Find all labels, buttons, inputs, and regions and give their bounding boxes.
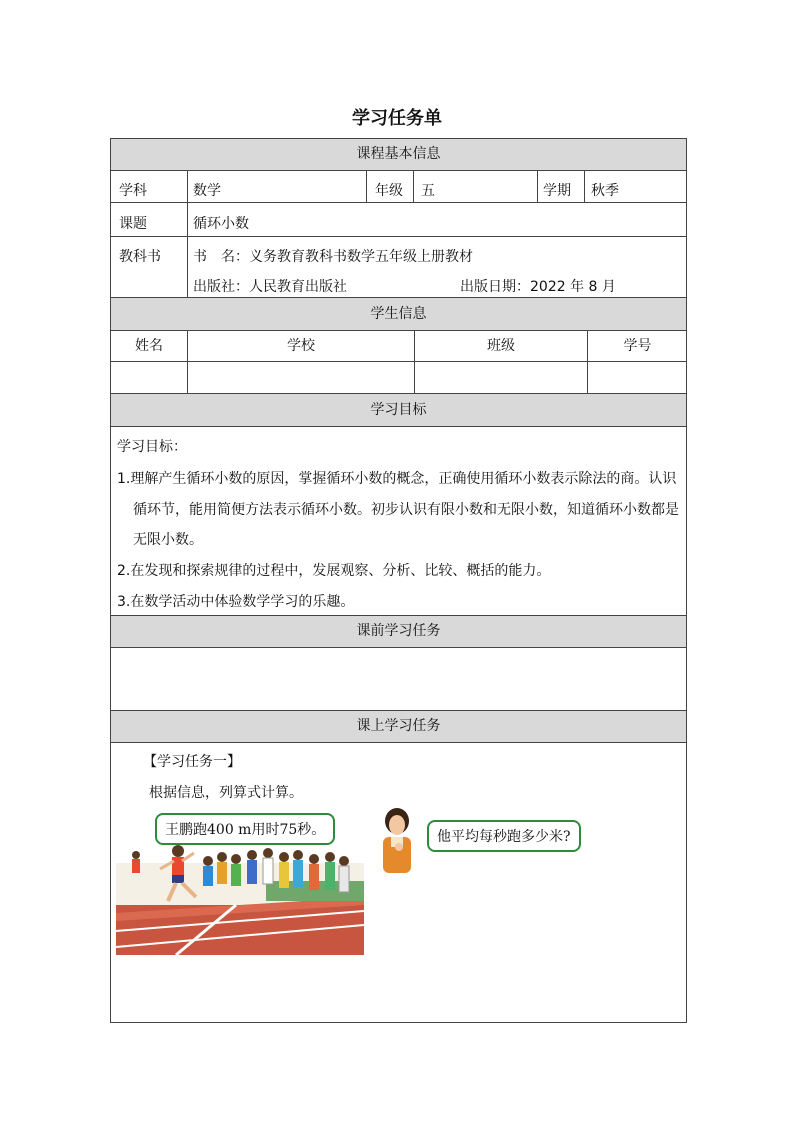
section-pre-class: 课前学习任务 [111,616,686,647]
goal-line: 循环节，能用简便方法表示循环小数。初步认识有限小数和无限小数，知道循环小数都是 [133,502,679,518]
student-name-header: 姓名 [135,338,163,354]
textbook-label: 教科书 [119,249,161,265]
section-basic-info: 课程基本信息 [111,139,686,170]
topic-value: 循环小数 [193,216,249,232]
student-id-header: 学号 [623,338,652,354]
section-student-info: 学生信息 [111,298,686,330]
term-value: 秋季 [591,183,619,199]
student-school-header: 学校 [287,338,315,354]
student-class-header: 班级 [487,338,515,354]
question-speech-bubble: 他平均每秒跑多少米? [427,820,581,852]
subject-label: 学科 [119,183,147,199]
task-sheet-table [110,138,687,1023]
topic-label: 课题 [119,216,147,232]
goal-line: 3.在数学活动中体验数学学习的乐趣。 [117,594,355,610]
goal-line: 无限小数。 [133,532,203,548]
pre-class-answer-area[interactable] [111,648,686,710]
student-class-field[interactable] [415,362,587,393]
student-id-field[interactable] [588,362,687,393]
section-in-class: 课上学习任务 [111,711,686,742]
student-name-field[interactable] [111,362,187,393]
term-label: 学期 [543,183,571,199]
goal-line: 1.理解产生循环小数的原因，掌握循环小数的概念，正确使用循环小数表示除法的商。认识 [117,471,677,487]
page-title: 学习任务单 [352,108,442,129]
publish-date: 出版日期：2022 年 8 月 [460,279,616,295]
info-speech-bubble: 王鹏跑400 m用时75秒。 [155,813,335,845]
grade-value: 五 [421,183,435,199]
task-instruction: 根据信息，列算式计算。 [149,785,303,801]
textbook-name: 书 名：义务教育教科书数学五年级上册教材 [193,249,473,265]
student-school-field[interactable] [188,362,414,393]
publisher: 出版社：人民教育出版社 [193,279,347,295]
grade-label: 年级 [375,183,403,199]
section-goals: 学习目标 [111,394,686,426]
goals-heading: 学习目标： [117,439,187,455]
subject-value: 数学 [193,183,221,199]
girl-thinking-illustration [375,807,419,873]
task-one-heading: 【学习任务一】 [143,754,241,770]
goal-line: 2.在发现和探索规律的过程中，发展观察、分析、比较、概括的能力。 [117,563,551,579]
